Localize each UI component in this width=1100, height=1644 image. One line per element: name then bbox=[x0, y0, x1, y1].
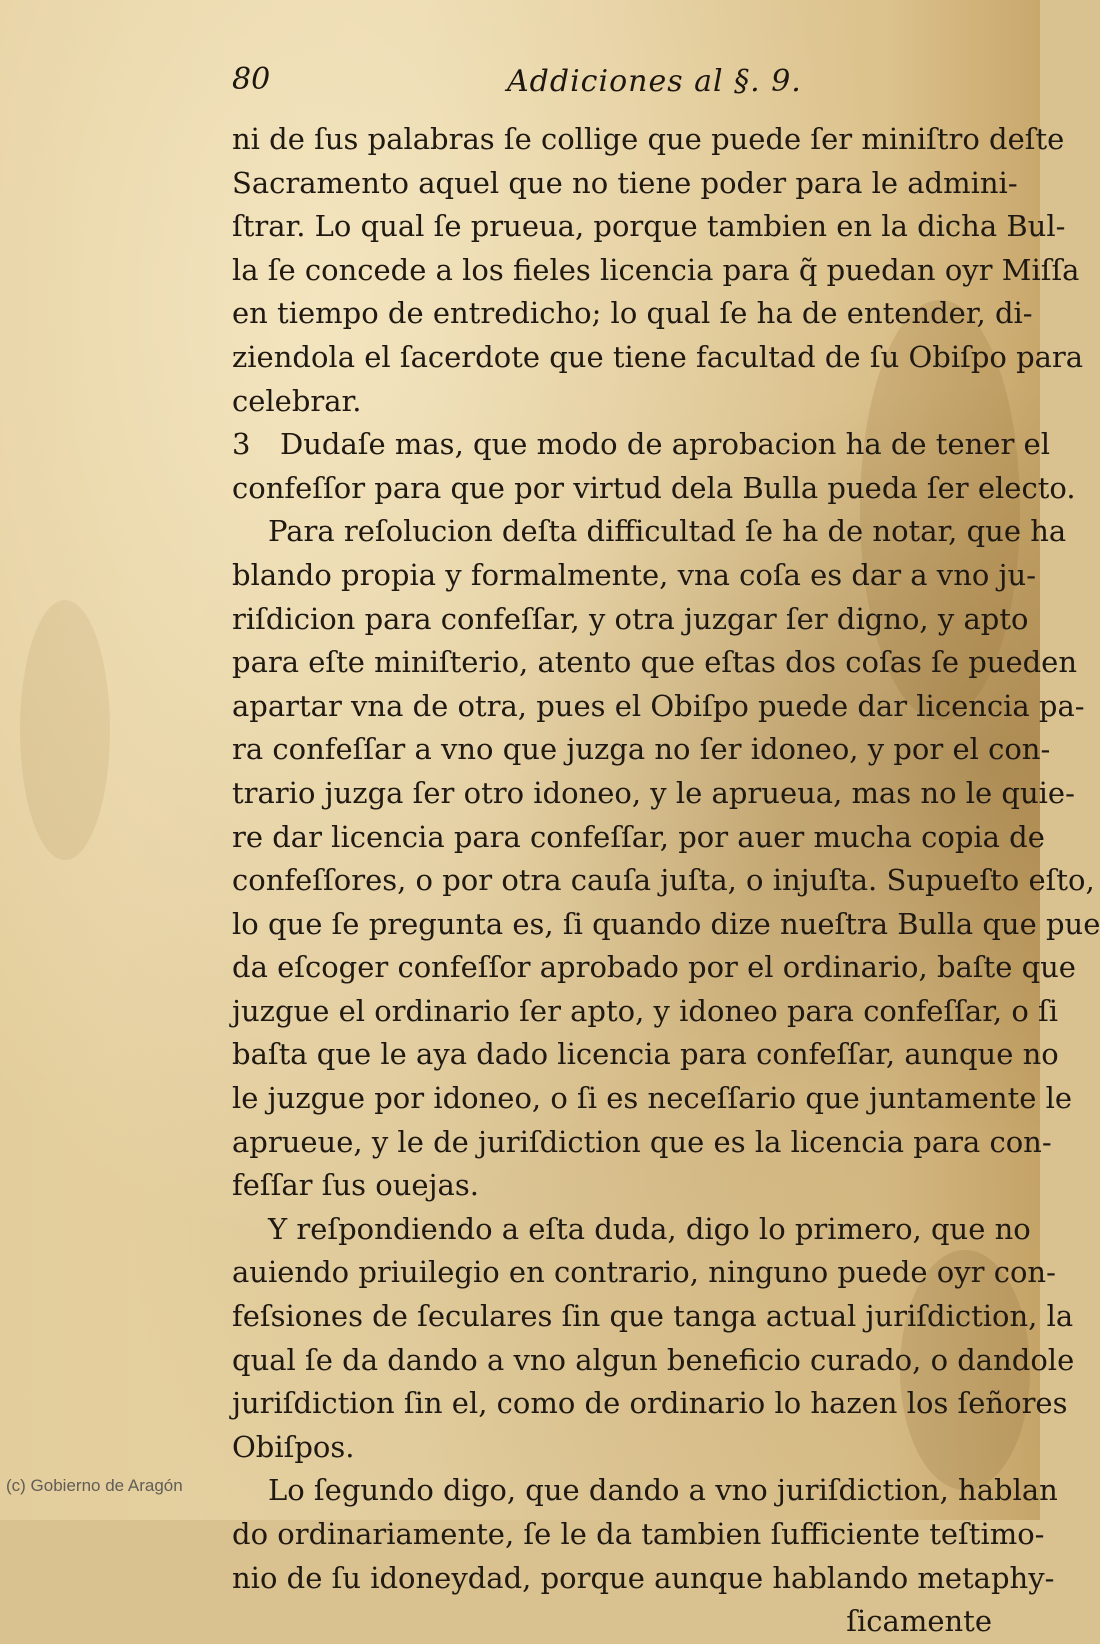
section-number: 3 bbox=[232, 427, 251, 462]
text-line: le juzgue por idoneo, o ſi es neceſſario que juntamente le bbox=[232, 1081, 1073, 1116]
text-line: do ordinariamente, ſe le da tambien ſufficiente teſtimo- bbox=[232, 1517, 1045, 1551]
text-line: qual ſe da dando a vno algun beneficio curado, o dandole bbox=[232, 1342, 1075, 1377]
text-line: confeſſores, o por otra cauſa juſta, o injuſta. Supueſto eſto, bbox=[232, 863, 1095, 898]
section-first-line bbox=[232, 423, 1050, 467]
text-line: baſta que le aya dado licencia para confeſſar, aunque no bbox=[232, 1037, 1059, 1072]
running-title: Addiciones al §. 9. bbox=[507, 64, 802, 99]
page-number: 80 bbox=[232, 62, 271, 97]
page-header bbox=[232, 62, 992, 112]
text-line: en tiempo de entredicho; lo qual ſe ha de entender, di- bbox=[232, 296, 1033, 331]
text-line: celebrar. bbox=[232, 383, 362, 418]
text-span: Dudaſe mas, que modo de aprobacion ha de tener el bbox=[280, 427, 1050, 462]
text-line: Lo ſegundo digo, que dando a vno juriſdiction, hablan bbox=[268, 1473, 1058, 1508]
text-line: feſſar ſus ouejas. bbox=[232, 1168, 479, 1203]
text-line: lo que ſe pregunta es, ſi quando dize nueſtra Bulla que pue bbox=[232, 906, 1100, 941]
text-line: ni de ſus palabras ſe collige que puede ſer miniſtro deſte bbox=[232, 122, 1065, 156]
text-line: apartar vna de otra, pues el Obiſpo puede dar licencia pa- bbox=[232, 688, 1085, 723]
text-line: juzgue el ordinario ſer apto, y idoneo para confeſſar, o ſi bbox=[232, 993, 1059, 1028]
text-line: blando propia y formalmente, vna coſa es dar a vno ju- bbox=[232, 557, 1037, 592]
text-line: para eſte miniſterio, atento que eſtas dos coſas ſe pueden bbox=[232, 645, 1078, 680]
body-text bbox=[232, 118, 1100, 1644]
text-line: riſdicion para confeſſar, y otra juzgar ſer digno, y apto bbox=[232, 601, 1029, 636]
text-line: feſsiones de ſeculares ſin que tanga actual juriſdiction, la bbox=[232, 1299, 1074, 1334]
text-line: juriſdiction ſin el, como de ordinario lo hazen los ſeñores bbox=[232, 1386, 1068, 1421]
text-line: Y reſpondiendo a eſta duda, digo lo primero, que no bbox=[268, 1211, 1031, 1246]
text-line: aprueue, y le de juriſdiction que es la licencia para con- bbox=[232, 1124, 1052, 1159]
text-line: ziendola el ſacerdote que tiene facultad de ſu Obiſpo para bbox=[232, 339, 1084, 374]
text-line: nio de ſu idoneydad, porque aunque hablando metaphy- bbox=[232, 1560, 1055, 1595]
text-line: confeſſor para que por virtud dela Bulla pueda ſer electo. bbox=[232, 470, 1076, 505]
text-line: trario juzga ſer otro idoneo, y le aprueua, mas no le quie- bbox=[232, 775, 1075, 810]
text-line: da eſcoger confeſſor aprobado por el ordinario, baſte que bbox=[232, 950, 1076, 985]
catchword: ſicamente bbox=[846, 1604, 992, 1639]
copyright-watermark: (c) Gobierno de Aragón bbox=[6, 1476, 183, 1495]
text-line: Obiſpos. bbox=[232, 1429, 355, 1464]
text-line: re dar licencia para confeſſar, por auer mucha copia de bbox=[232, 819, 1045, 854]
text-line: la ſe concede a los fieles licencia para q̃ puedan oyr Miſſa bbox=[232, 252, 1080, 287]
paper-stain bbox=[20, 600, 110, 860]
text-line: Sacramento aquel que no tiene poder para le admini- bbox=[232, 165, 1018, 200]
text-line: auiendo priuilegio en contrario, ninguno puede oyr con- bbox=[232, 1255, 1056, 1290]
text-line: ſtrar. Lo qual ſe prueua, porque tambien en la dicha Bul- bbox=[232, 209, 1066, 244]
text-line: Para reſolucion deſta difficultad ſe ha de notar, que ha bbox=[268, 514, 1067, 549]
text-line: ra confeſſar a vno que juzga no ſer idoneo, y por el con- bbox=[232, 732, 1051, 767]
